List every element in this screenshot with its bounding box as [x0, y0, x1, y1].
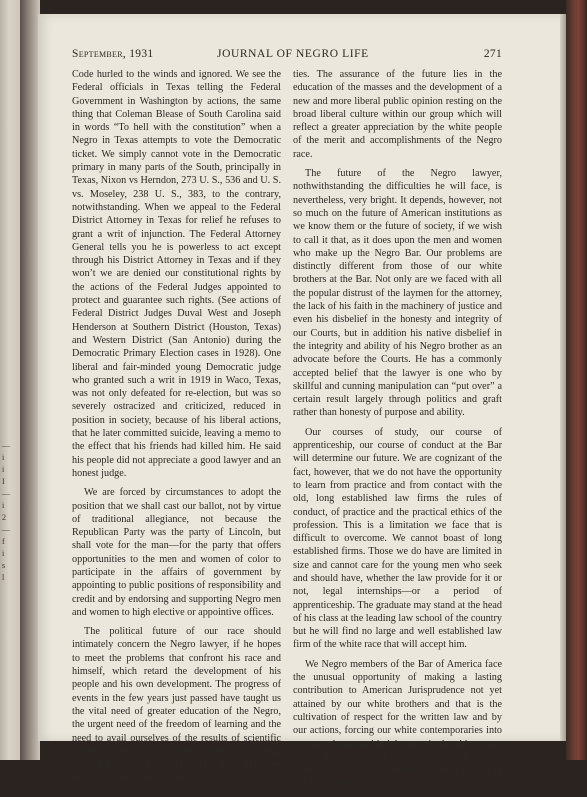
paragraph: The political future of our race should intimately concern the Negro lawyer, if he hopes to meet the problems that confront his race and himself, which retard the development of his people and his own development. The progress of events in the few years just passed have taught us the vital need of greater education of the Negro, the urgent need of the freedom of learning and the need to avail ourselves of the results of scientific investigations in our three spheres of human relationships, our social relations and our economic and political activi-: [72, 626, 281, 784]
margin-mark: —: [2, 489, 10, 498]
margin-mark: —: [2, 525, 10, 534]
margin-mark: i: [2, 465, 5, 474]
margin-mark: i: [2, 549, 5, 558]
margin-mark: —: [2, 441, 10, 450]
margin-mark: 2: [2, 513, 6, 522]
margin-mark: i: [2, 453, 5, 462]
right-column: [293, 68, 502, 797]
paragraph: ties. The assurance of the future lies in the education of the masses and the development of a new and more liberal public opinion resting on the broad liberal culture within our group which will reflect a greater appreciation by the white people of the merit and accomplishments of the Negro race.: [293, 69, 502, 160]
margin-mark: s: [2, 561, 6, 570]
paragraph: The future of the Negro lawyer, nothwithstanding the difficulties he will face, is nevertheless, very bright. It depends, however, not so much on the future of American institutions as we know them or the future of society, if we wish to call it that, as it does upon the men and women who make up the Negro Bar. Our problems are distinctly different from those of our white brothers at the Bar. Not only are we faced with all the popular distrust of the laymen for the attorney, the lack of his faith in the machinery of justice and even his disbelief in the honesty and integrity of our Courts, but in addition his native disbelief in the integrity and ability of his Negro brother as an advocate before the Courts. He has a commonly accepted belief that the lawyer is one who by skillful and cunning manipulation can “put over” a certain result largely through politics and graft rather than honesty of purpose and ability.: [293, 168, 502, 419]
journal-title: JOURNAL OF NEGRO LIFE: [217, 48, 369, 60]
paragraph: Our courses of study, our course of apprenticeship, our course of conduct at the Bar will determine our future. We are cognizant of the fact, however, that we do not have the opportunity to learn from practice and from contact with the old, long established law firms the rules of conduct, of practice and the practical ethics of the profession. This is a limitation we face that is difficult to overcome. We cannot boast of long established firms. Those we do have are limited in size and cannot care for the young men who seek and should have, whether the law provide for it or not, legal internships—or a period of apprenticeship. The graduate may stand at the head of his class at the leading law school of the country but he will find no large and well established law firm of the white race that will accept him.: [293, 426, 502, 651]
facing-page-margin-marks: [2, 440, 14, 584]
running-header: [72, 48, 502, 64]
book-cover-edge: [566, 0, 587, 760]
margin-mark: l: [2, 573, 5, 582]
paragraph: Code hurled to the winds and ignored. We see the Federal officials in Texas telling the Federal Government in Washington by actions, the same thing that Coleman Blease of South Carolina said in words “To hell with the constitution” when a Negro in Texas attempts to vote the Democratic ticket. We simply cannot vote in the Democratic primary in many parts of the South, principally in Texas, Nixon vs Herndon, 273 U. S., 536 and U. S. vs. Moseley, 238 U. S., 383, to the contrary, notwithstanding. When we appeal to the Federal District Attorney in Texas for relief he refuses to grant a writ of injunction. The Federal Attorney General tells you he is powerless to act except through his District Attorney in Texas and if they won’t we are denied our constitutional rights by the actions of the Federal Judges appointed to protect and guarantee such rights. (See actions of Federal District Judges Duval West and Joseph Henderson at Southern District (Houston, Texas) and Western District (San Antonio) during the Democratic Primary Election cases in 1928). One liberal and fair-minded young Democratic judge who granted such a writ in 1919 in Waco, Texas, was not only defeated for re-election, but was so severely ostracized and criticized, reduced in position in society, because of his liberal actions, that he later committed suicide, leaving a memo to the effect that his friends had killed him. He said his people did not appreciate a good lawyer and an honest judge.: [72, 69, 281, 479]
margin-mark: I: [2, 477, 5, 486]
left-column: [72, 68, 281, 791]
paragraph: We Negro members of the Bar of America face the unusual opportunity of making a lasting contribution to American Jurisprudence not yet attained by our white brothers and that is the cultivation of respect for the written law and by our actions, forcing our white contemporaries into a more tolerant and indulgent attitude with respect to the laws designed for the protection of our rights which are now ignored but which we can in this manner make them respect.: [293, 658, 502, 790]
book-gutter: [20, 0, 40, 760]
page-number: 271: [483, 48, 502, 60]
facing-page-edge: [0, 0, 20, 760]
margin-mark: i: [2, 501, 5, 510]
paragraph: We are forced by circumstances to adopt the position that we shall cast our ballot, not by virtue of traditional allegiance, not because the Republican Party was the party of Lincoln, but shall vote for the man—for the party that offers opportunities to the men and women of color to participate in the affairs of government by appointing to public positions of responsibility and credit and by endorsing and supporting Negro men and women to high elective or appointive offices.: [72, 487, 281, 618]
issue-date: September, 1931: [72, 48, 154, 60]
margin-mark: f: [2, 537, 5, 546]
